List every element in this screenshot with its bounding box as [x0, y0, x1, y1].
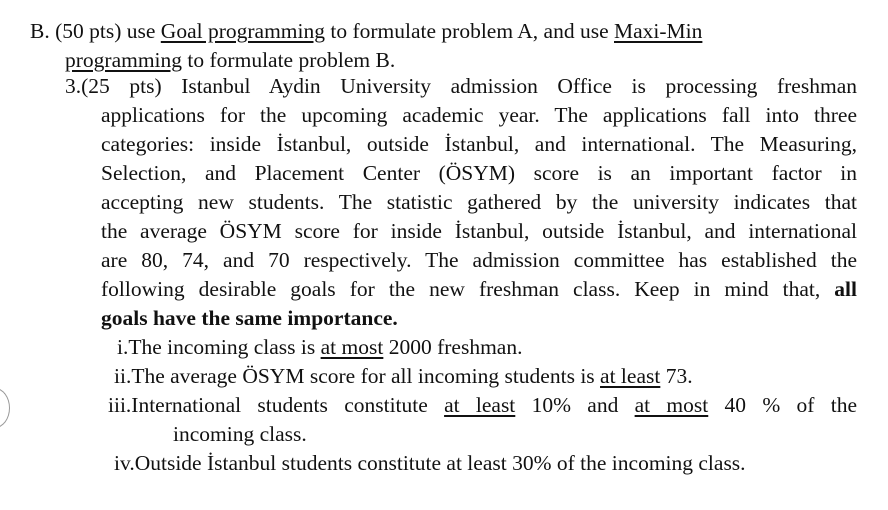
question-line-2: applications for the upcoming academic year. The applications fall into three — [101, 103, 857, 127]
goal-3-text-b: 40 % of the — [708, 393, 857, 417]
maxi-min-term: Maxi-Min — [614, 19, 703, 43]
question-bold-all: all — [834, 277, 857, 301]
goal-1-text-b: 2000 freshman. — [383, 335, 523, 359]
question-line-8 — [101, 275, 857, 304]
goal-3-continuation: incoming class. — [173, 422, 307, 446]
question-line-5: accepting new students. The statistic gathered by the university indicates that — [101, 190, 857, 214]
goal-programming-term: Goal programming — [160, 19, 325, 43]
part-b-line-1 — [30, 17, 702, 46]
programming-term: programming — [65, 48, 183, 72]
goal-3 — [108, 391, 857, 420]
goal-3-at-least: at least — [444, 393, 516, 417]
goal-3-text-a: iii.International students constitute — [108, 393, 445, 417]
goal-1-at-most: at most — [320, 335, 384, 359]
question-line-3: categories: inside İstanbul, outside İstanbul, and international. The Measuring, — [101, 132, 857, 156]
goal-3-at-most: at most — [634, 393, 709, 417]
page-edge-arc — [0, 388, 10, 428]
goal-4: iv.Outside İstanbul students constitute at least 30% of the incoming class. — [114, 451, 746, 475]
part-b-text-a: (50 pts) use — [55, 19, 161, 43]
question-line-9: goals have the same importance. — [101, 306, 398, 330]
goal-3-text-m: 10% and — [515, 393, 635, 417]
goal-1-text-a: i.The incoming class is — [117, 335, 321, 359]
question-line-4: Selection, and Placement Center (ÖSYM) score is an important factor in — [101, 161, 857, 185]
goal-2 — [114, 362, 693, 391]
goal-2-at-least: at least — [600, 364, 661, 388]
goal-2-text-b: 73. — [660, 364, 693, 388]
goal-2-text-a: ii.The average ÖSYM score for all incoming students is — [114, 364, 601, 388]
part-b-text-c: to formulate problem B. — [182, 48, 396, 72]
question-line-8-text: following desirable goals for the new freshman class. Keep in mind that, — [101, 277, 821, 301]
part-b-text-b: to formulate problem A, and use — [325, 19, 614, 43]
question-line-7: are 80, 74, and 70 respectively. The admission committee has established the — [101, 248, 857, 272]
question-line-1: 3.(25 pts) Istanbul Aydin University admission Office is processing freshman — [65, 74, 857, 98]
question-line-6: the average ÖSYM score for inside İstanbul, outside İstanbul, and international — [101, 219, 857, 243]
part-b-line-2 — [65, 46, 395, 75]
goal-1 — [117, 333, 522, 362]
part-b-label: B. — [30, 19, 50, 43]
